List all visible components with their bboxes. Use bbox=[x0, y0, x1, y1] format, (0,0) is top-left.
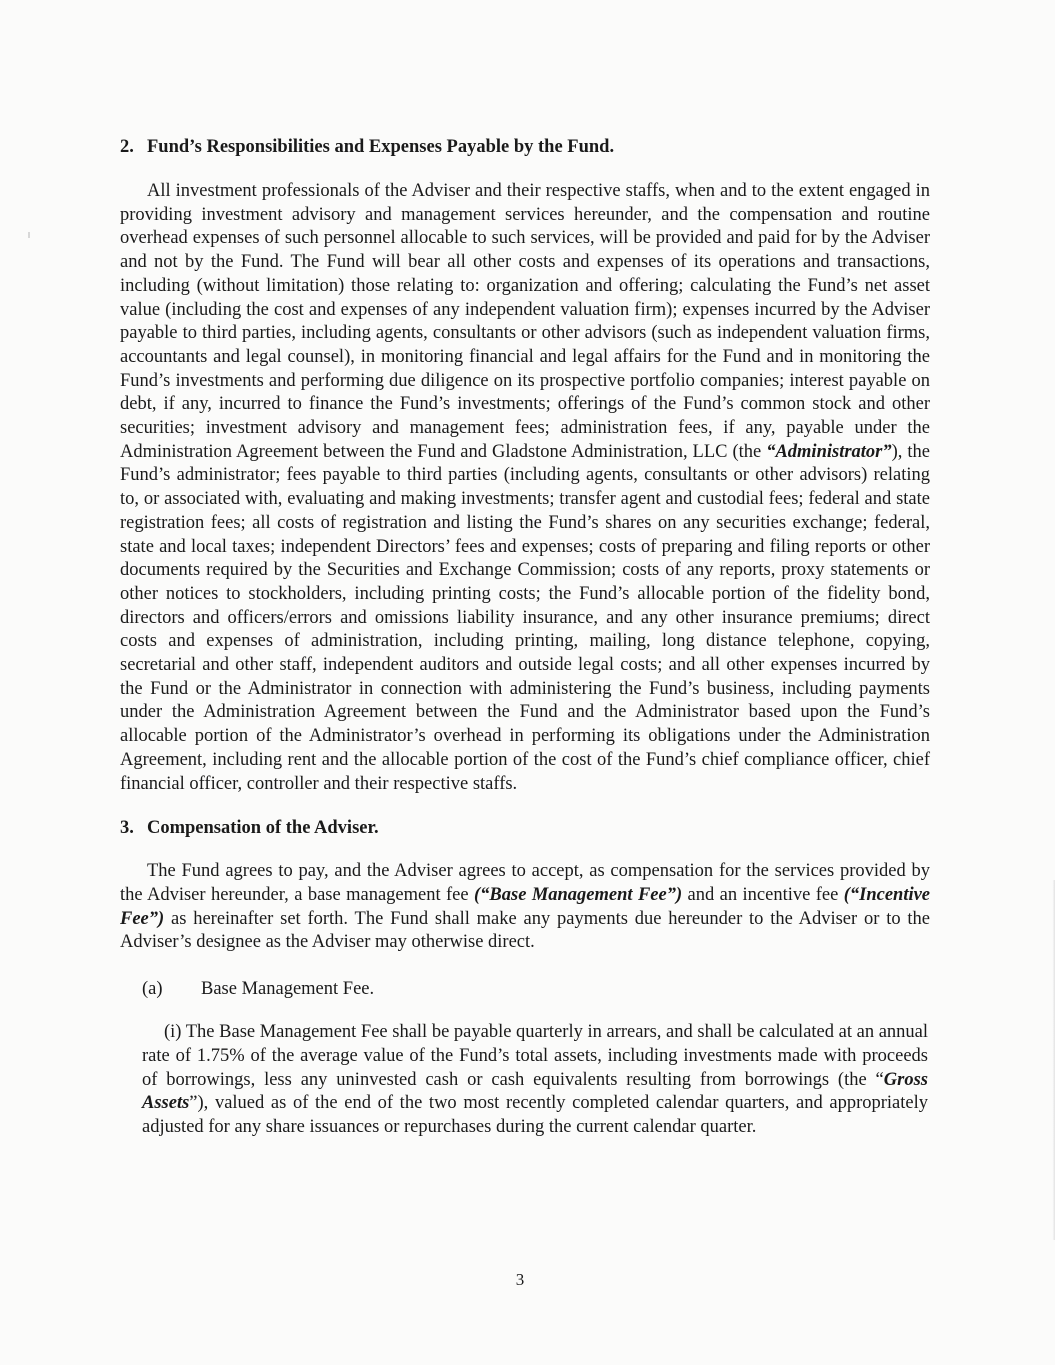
document-body bbox=[120, 135, 930, 1140]
subsection-a-text-part-2: ”), valued as of the end of the two most recently completed calendar quarters, and appropriately adjusted for any share issuances or repurchases during the current calendar quarter. bbox=[142, 1093, 928, 1137]
section-3-number: 3. bbox=[120, 818, 134, 839]
section-2-paragraph bbox=[120, 180, 930, 796]
section-2-title: Fund’s Responsibilities and Expenses Payable by the Fund. bbox=[147, 137, 615, 157]
subsection-a-paragraph bbox=[142, 1021, 928, 1140]
incentive-fee-term: (“Incentive Fee”) bbox=[120, 884, 931, 929]
gross-assets-term: Gross Assets bbox=[142, 1069, 928, 1114]
section-3-title: Compensation of the Adviser. bbox=[147, 818, 379, 839]
section-3-text-part-3: as hereinafter set forth. The Fund shall make any payments due hereunder to the Adviser or to the Adviser’s designee as the Adviser may otherwise direct. bbox=[120, 908, 930, 953]
section-3-text-part-2: and an incentive fee bbox=[682, 884, 844, 905]
section-2-text-part-2: ), the Fund’s administrator; fees payable to third parties (including agents, consultants or other advisors) relating to, or associated with, evaluating and making investments; transfer agent and custodial fees; federal and state registration fees; all costs of registration and listing the Fund’s shares on any securities exchange; federal, state and local taxes; independent Directors’ fees and expenses; costs of preparing and filing reports or other documents required by the Securities and Exchange Commission; costs of any reports, proxy statements or other notices to stockholders, including printing costs; the Fund’s allocable portion of the fidelity bond, directors and officers/errors and omissions liability insurance, and any other insurance premiums; direct costs and expenses of administration, including printing, mailing, long distance telephone, copying, secretarial and other staff, independent auditors and outside legal costs; and all other expenses incurred by the Fund or the Administrator in connection with administering the Fund’s business, including payments under the Administration Agreement between the Fund and the Administrator based upon the Fund’s allocable portion of the Administrator’s overhead in performing its obligations under the Administration Agreement, including rent and the allocable portion of the cost of the Fund’s chief compliance officer, chief financial officer, controller and their respective staffs. bbox=[120, 441, 930, 794]
section-2-text-part-1: All investment professionals of the Adviser and their respective staffs, when and to the extent engaged in providing investment advisory and management services hereunder, and the compensation and routine overhead expenses of such personnel allocable to such services, will be provided and paid for by the Adviser and not by the Fund. The Fund will bear all other costs and expenses of its operations and transactions, including (without limitation) those relating to: organization and offering; calculating the Fund’s net asset value (including the cost and expenses of any independent valuation firm); expenses incurred by the Adviser payable to third parties, including agents, consultants or other advisors (such as independent valuation firms, accountants and legal counsel), in monitoring financial and legal affairs for the Fund and in monitoring the Fund’s investments and performing due diligence on its prospective portfolio companies; interest payable on debt, if any, incurred to finance the Fund’s investments; offerings of the Fund’s common stock and other securities; investment advisory and management fees; administration fees, if any, payable under the Administration Agreement between the Fund and Gladstone Administration, LLC (the bbox=[120, 181, 930, 462]
subsection-a-title: Base Management Fee. bbox=[201, 979, 375, 1000]
section-2-heading bbox=[120, 135, 930, 159]
section-3-heading bbox=[120, 816, 930, 840]
section-2-number: 2. bbox=[120, 137, 134, 157]
subsection-a-text-part-1: (i) The Base Management Fee shall be payable quarterly in arrears, and shall be calculated at an annual rate of 1.75% of the average value of the Fund’s total assets, including investments made with proceeds of borrowings, less any uninvested cash or cash equivalents resulting from borrowings (the “ bbox=[142, 1022, 929, 1090]
scan-artifact-mark bbox=[28, 232, 30, 238]
section-3-paragraph bbox=[120, 860, 930, 955]
base-management-fee-term: (“Base Management Fee”) bbox=[474, 884, 683, 905]
subsection-a-heading bbox=[120, 977, 930, 1001]
subsection-a-label: (a) bbox=[142, 979, 163, 1000]
page-number: 3 bbox=[515, 1270, 525, 1289]
section-3-text-part-1: The Fund agrees to pay, and the Adviser agrees to accept, as compensation for the services provided by the Adviser hereunder, a base management fee bbox=[120, 861, 930, 905]
administrator-defined-term: “Administrator” bbox=[766, 441, 892, 462]
